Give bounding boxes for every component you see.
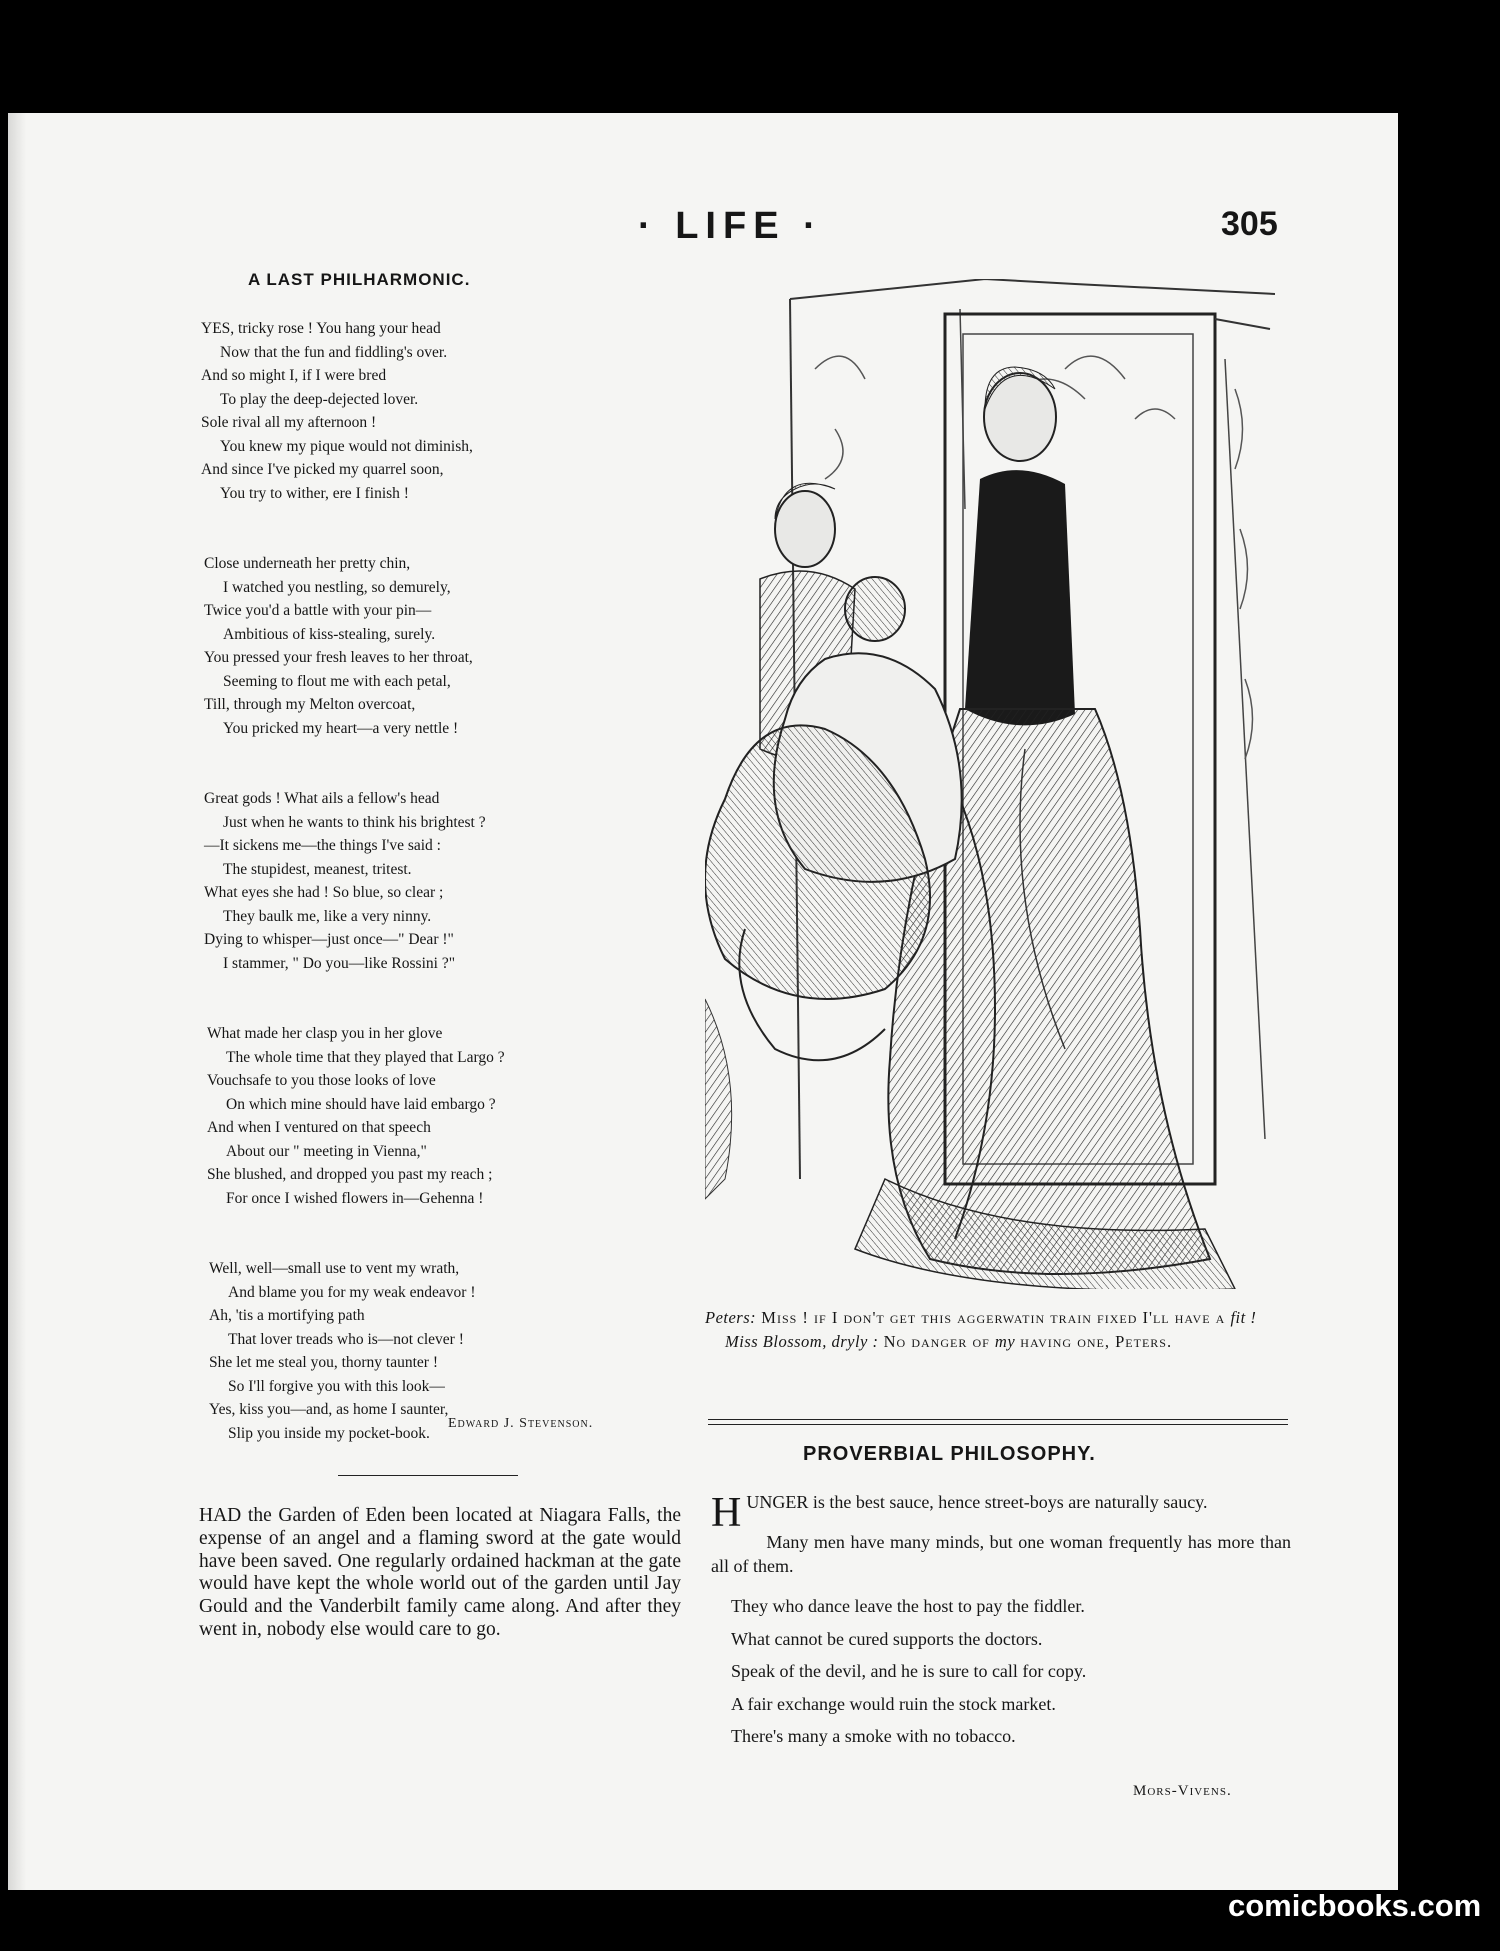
poem-line: On which mine should have laid embargo ? xyxy=(226,1095,496,1113)
poem-line: And since I've picked my quarrel soon, xyxy=(201,461,444,478)
poem-stanza xyxy=(204,787,681,975)
poem-author: Edward J. Stevenson. xyxy=(448,1416,594,1431)
caption-line-blossom xyxy=(725,1330,1285,1354)
poem-line: I watched you nestling, so demurely, xyxy=(223,578,451,596)
poem-line: Seeming to flout me with each petal, xyxy=(223,672,451,690)
poem-line: About our " meeting in Vienna," xyxy=(226,1142,427,1160)
caption-emphasis: my xyxy=(994,1331,1016,1351)
poem-stanza xyxy=(209,1257,681,1445)
page-binding-shadow xyxy=(8,113,26,1890)
poem-line: You pricked my heart—a very nettle ! xyxy=(223,719,459,737)
page-number: 305 xyxy=(1221,205,1278,243)
masthead-title: · LIFE · xyxy=(638,205,823,247)
poem-body xyxy=(201,317,681,1492)
poem-line: Sole rival all my afternoon ! xyxy=(201,414,377,431)
poem-line: Twice you'd a battle with your pin— xyxy=(204,602,432,619)
proverb-line: Speak of the devil, and he is sure to call for copy. xyxy=(731,1661,1087,1681)
eden-paragraph: HAD the Garden of Eden been located at Niagara Falls, the expense of an angel and a flaming sword at the gate would have been saved. One regularly ordained hackman at the gate would have kept the whole world out of the garden until Jay Gould and the Vanderbilt family came along. And after they went in, nobody else would care to go. xyxy=(199,1505,681,1640)
poem-line: So I'll forgive you with this look— xyxy=(228,1377,445,1395)
poem-stanza xyxy=(201,317,681,505)
poem-line: The whole time that they played that Largo ? xyxy=(226,1048,505,1066)
poem-line: You pressed your fresh leaves to her throat, xyxy=(204,649,473,666)
poem-stanza xyxy=(204,552,681,740)
poem-line: She let me steal you, thorny taunter ! xyxy=(209,1354,438,1371)
poem-line: Well, well—small use to vent my wrath, xyxy=(209,1260,460,1277)
proverb-line: A fair exchange would ruin the stock market. xyxy=(731,1693,1056,1714)
proverbial-body xyxy=(711,1490,1291,1747)
proverb-line: What cannot be cured supports the doctors. xyxy=(731,1628,1043,1649)
magazine-page xyxy=(8,113,1398,1890)
caption-speaker: Miss Blossom, dryly : xyxy=(725,1331,879,1351)
cartoon-caption xyxy=(705,1306,1285,1353)
poem-line: Slip you inside my pocket-book. xyxy=(228,1424,430,1442)
proverb-line: There's many a smoke with no tobacco. xyxy=(731,1726,1016,1746)
poem-line: Vouchsafe to you those looks of love xyxy=(207,1072,436,1089)
poem-line: You knew my pique would not diminish, xyxy=(220,437,473,455)
section-divider xyxy=(338,1475,518,1476)
section-divider-double xyxy=(708,1419,1288,1425)
poem-line: To play the deep-dejected lover. xyxy=(220,390,419,408)
poem-line: Ah, 'tis a mortifying path xyxy=(209,1307,365,1324)
poem-line: They baulk me, like a very ninny. xyxy=(223,907,432,925)
caption-text: Miss ! if I don't get this aggerwatin train fixed I'll have a xyxy=(761,1308,1226,1327)
proverb-paragraph: Many men have many minds, but one woman frequently has more than all of them. xyxy=(711,1532,1291,1576)
caption-speaker: Peters: xyxy=(705,1308,757,1327)
poem-line: And so might I, if I were bred xyxy=(201,367,387,384)
drop-cap: H xyxy=(711,1490,742,1536)
poem-line: YES, tricky rose ! You hang your head xyxy=(201,320,441,337)
poem-line: Dying to whisper—just once—" Dear !" xyxy=(204,931,454,948)
poem-line: What made her clasp you in her glove xyxy=(207,1025,443,1042)
proverbial-author: Mors-Vivens. xyxy=(1133,1783,1232,1799)
poem-title: A LAST PHILHARMONIC. xyxy=(248,270,471,289)
cartoon-illustration xyxy=(705,279,1275,1289)
poem-line: Close underneath her pretty chin, xyxy=(204,555,411,572)
caption-text: having one, Peters. xyxy=(1020,1331,1173,1351)
proverbial-title: PROVERBIAL PHILOSOPHY. xyxy=(803,1443,1096,1465)
caption-emphasis: fit ! xyxy=(1230,1308,1257,1327)
poem-stanza xyxy=(207,1022,681,1210)
poem-line: The stupidest, meanest, tritest. xyxy=(223,860,412,878)
poem-line: I stammer, " Do you—like Rossini ?" xyxy=(223,954,456,972)
proverb-paragraph xyxy=(711,1490,1291,1536)
poem-line: Ambitious of kiss-stealing, surely. xyxy=(223,625,436,643)
poem-line: You try to wither, ere I finish ! xyxy=(220,484,409,502)
poem-line: Just when he wants to think his brightest ? xyxy=(223,813,486,831)
poem-line: And blame you for my weak endeavor ! xyxy=(228,1283,476,1301)
poem-line: Great gods ! What ails a fellow's head xyxy=(204,790,440,807)
poem-line: What eyes she had ! So blue, so clear ; xyxy=(204,884,444,901)
poem-line: Now that the fun and fiddling's over. xyxy=(220,343,448,361)
proverb-line: They who dance leave the host to pay the fiddler. xyxy=(731,1596,1085,1616)
poem-line: Till, through my Melton overcoat, xyxy=(204,696,416,713)
watermark-text: comicbooks.com xyxy=(1228,1888,1482,1923)
poem-line: She blushed, and dropped you past my reach ; xyxy=(207,1166,493,1183)
poem-line: That lover treads who is—not clever ! xyxy=(228,1330,464,1348)
poem-line: —It sickens me—the things I've said : xyxy=(204,837,441,854)
caption-text: No danger of xyxy=(883,1331,990,1351)
poem-line: For once I wished flowers in—Gehenna ! xyxy=(226,1189,484,1207)
poem-line: Yes, kiss you—and, as home I saunter, xyxy=(209,1401,449,1418)
poem-line: And when I ventured on that speech xyxy=(207,1119,431,1136)
proverb-text: UNGER is the best sauce, hence street-boys are naturally saucy. xyxy=(746,1492,1208,1512)
caption-line-peters xyxy=(705,1306,1285,1330)
